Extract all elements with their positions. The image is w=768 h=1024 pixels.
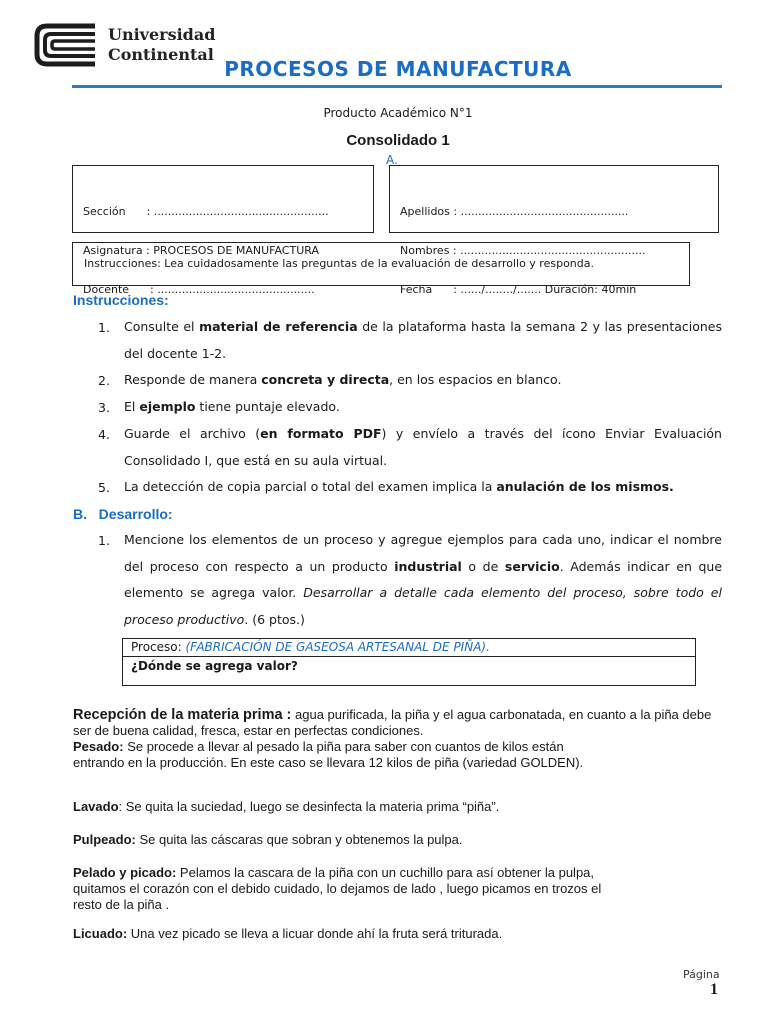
instruction-number: 2. — [98, 373, 110, 388]
header-divider — [72, 85, 722, 88]
instruction-item: Responde de manera concreta y directa, en los espacios en blanco. — [124, 372, 562, 387]
instruction-number: 3. — [98, 400, 110, 415]
process-name-row — [131, 640, 490, 654]
step-pulpeado: Pulpeado: Se quita las cáscaras que sobran y obtenemos la pulpa. — [73, 832, 463, 847]
instruction-item: La detección de copia parcial o total del examen implica la anulación de los mismos. — [124, 479, 674, 494]
docente-field: Docente : ............................................. — [83, 283, 315, 296]
step-lavado: Lavado: Se quita la suciedad, luego se desinfecta la materia prima “piña”. — [73, 799, 500, 814]
instructions-box-text: Instrucciones: Lea cuidadosamente las preguntas de la evaluación de desarrollo y responda. — [84, 257, 594, 270]
asignatura-field: Asignatura : PROCESOS DE MANUFACTURA — [83, 244, 319, 257]
university-name-line1: Universidad — [108, 25, 216, 44]
instruction-number: 1. — [98, 320, 110, 335]
instructions-heading: Instrucciones: — [73, 292, 169, 308]
apellidos-field: Apellidos : ................................................ — [400, 205, 629, 218]
product-label: Producto Académico N°1 — [323, 106, 473, 120]
step-recepcion: Recepción de la materia prima : agua purificada, la piña y el agua carbonatada, en cuanto a la piña debe ser de buena calidad, fresca, estar en perfectas condiciones. — [73, 707, 712, 738]
step-pelado: Pelado y picado: Pelamos la cascara de la piña con un cuchillo para así obtener la pulpa, quitamos el corazón con el debido cuidado, lo dejamos de lado , luego picamos en trozos el resto de la piña . — [73, 865, 602, 912]
question-number: 1. — [98, 533, 110, 548]
instruction-item: Guarde el archivo (en formato PDF) y envíelo a través del ícono Enviar Evaluación Consolidado I, que está en su aula virtual. — [124, 426, 722, 468]
page-label: Página — [683, 968, 720, 981]
question-text: Mencione los elementos de un proceso y agregue ejemplos para cada uno, indicar el nombre del proceso con respecto a un producto industrial o de servicio. Además indicar en que elemento se agrega valor. Desarrollar a detalle cada elemento del proceso, sobre todo el proceso productivo. (6 ptos.) — [124, 532, 723, 627]
instruction-number: 5. — [98, 480, 110, 495]
course-title: PROCESOS DE MANUFACTURA — [224, 57, 572, 81]
university-name-line2: Continental — [108, 45, 214, 64]
instruction-item: Consulte el material de referencia de la plataforma hasta la semana 2 y las presentaciones del docente 1-2. — [124, 319, 722, 361]
desarrollo-heading: B. Desarrollo: — [73, 506, 173, 522]
process-label: Proceso: — [131, 640, 186, 654]
step-licuado: Licuado: Una vez picado se lleva a licuar donde ahí la fruta será triturada. — [73, 926, 503, 941]
section-a-label: A. — [386, 153, 398, 167]
page-number: 1 — [710, 981, 718, 998]
nombres-field: Nombres : ..................................................... — [400, 244, 646, 257]
value-question: ¿Dónde se agrega valor? — [131, 659, 298, 673]
instruction-item: El ejemplo tiene puntaje elevado. — [124, 399, 340, 414]
step-pesado: Pesado: Se procede a llevar al pesado la piña para saber con cuantos de kilos están entrando en la producción. En este caso se llevara 12 kilos de piña (variedad GOLDEN). — [73, 739, 584, 770]
consolidado-title: Consolidado 1 — [346, 132, 450, 149]
process-table-divider — [122, 656, 696, 657]
instruction-number: 4. — [98, 427, 110, 442]
seccion-field: Sección : .................................................. — [83, 205, 329, 218]
fecha-field: Fecha : ....../......../....... Duración: 40min — [400, 283, 637, 296]
process-name: (FABRICACIÓN DE GASEOSA ARTESANAL DE PIÑA). — [185, 640, 490, 654]
